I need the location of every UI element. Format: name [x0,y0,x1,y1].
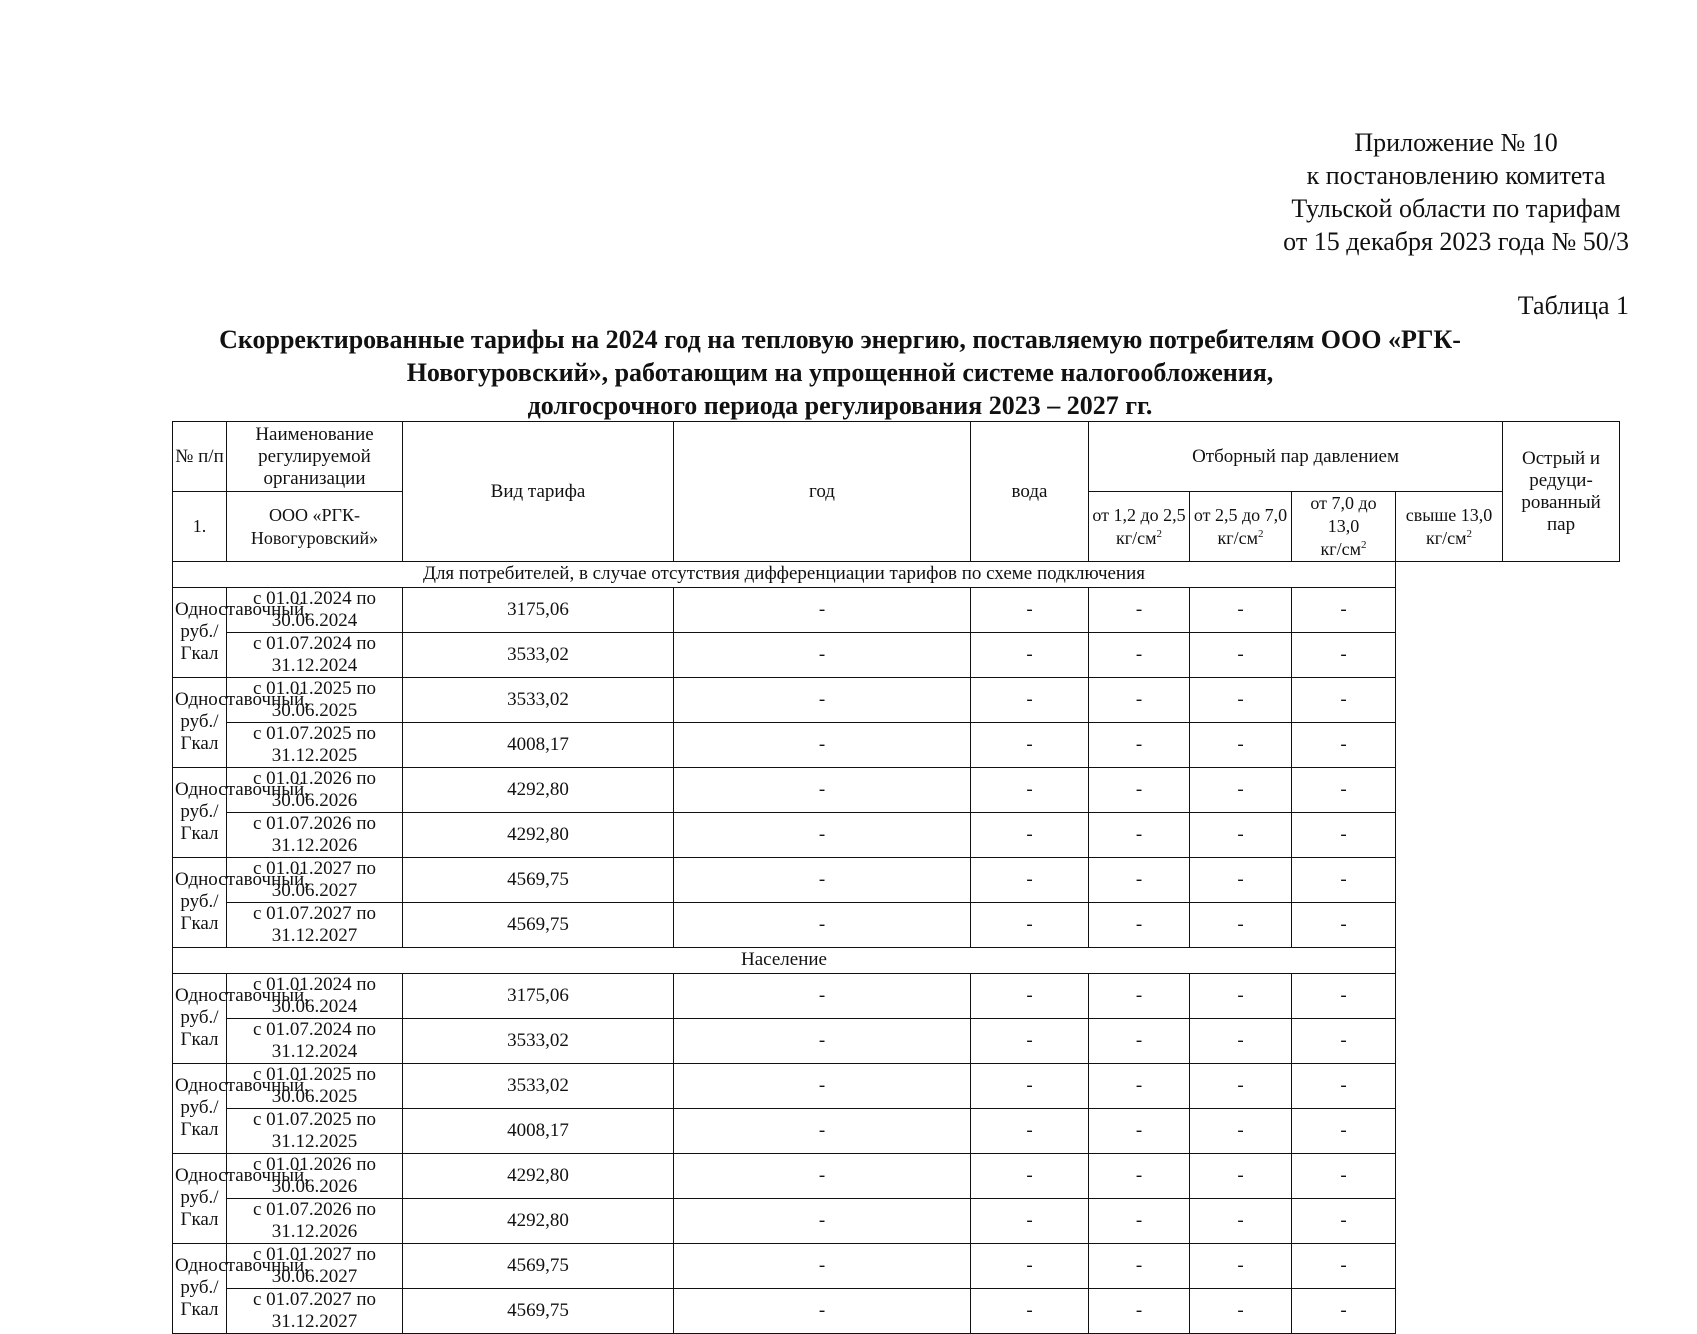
steam-4-cell: - [1190,1018,1292,1063]
table-row [173,722,1620,767]
steam-3-cell: - [1089,1018,1190,1063]
steam-1-cell: - [674,1018,971,1063]
tariff-type-cell: Одноставочный, руб./Гкал [173,767,227,857]
period-cell: с 01.01.2027 по 30.06.2027 [227,1243,403,1288]
steam-3-cell: - [1089,677,1190,722]
sharp-steam-cell: - [1292,1288,1396,1333]
steam-3-cell: - [1089,1108,1190,1153]
sharp-steam-cell: - [1292,587,1396,632]
sharp-steam-cell: - [1292,767,1396,812]
steam-1-cell: - [674,677,971,722]
steam-2-cell: - [971,973,1089,1018]
sharp-steam-cell: - [1292,632,1396,677]
table-row [173,1018,1620,1063]
steam-4-cell: - [1190,1243,1292,1288]
steam-range: от 2,5 до 7,0 [1193,504,1288,525]
steam-4-cell: - [1190,973,1292,1018]
period-cell: с 01.01.2024 по 30.06.2024 [227,973,403,1018]
steam-2-cell: - [971,1018,1089,1063]
steam-range: от 1,2 до 2,5 [1092,504,1186,525]
steam-4-cell: - [1190,722,1292,767]
period-cell: с 01.07.2025 по 31.12.2025 [227,722,403,767]
sharp-steam-cell: - [1292,857,1396,902]
sharp-steam-cell: - [1292,1153,1396,1198]
table-number: Таблица 1 [1517,291,1629,320]
steam-2-cell: - [971,1198,1089,1243]
section-row [173,947,1620,973]
row-number-cell: 1. [173,492,227,562]
header-steam-2 [1190,492,1292,562]
header-steam-1 [1089,492,1190,562]
steam-3-cell: - [1089,1153,1190,1198]
steam-1-cell: - [674,1153,971,1198]
unit-label: кг/см [1115,527,1157,548]
sharp-steam-cell: - [1292,1063,1396,1108]
steam-3-cell: - [1089,1063,1190,1108]
steam-1-cell: - [674,632,971,677]
water-cell: 3533,02 [403,1018,674,1063]
unit-label: кг/см [1320,539,1361,559]
water-cell: 4292,80 [403,812,674,857]
unit-label: кг/см [1217,527,1258,548]
steam-4-cell: - [1190,767,1292,812]
period-cell: с 01.07.2024 по 31.12.2024 [227,1018,403,1063]
period-cell: с 01.01.2024 по 30.06.2024 [227,587,403,632]
steam-2-cell: - [971,632,1089,677]
period-cell: с 01.01.2026 по 30.06.2026 [227,1153,403,1198]
tariff-type-cell: Одноставочный, руб./Гкал [173,587,227,677]
header-steam-group: Отборный пар давлением [1089,422,1503,492]
tariff-type-cell: Одноставочный, руб./Гкал [173,1063,227,1153]
steam-1-cell: - [674,1243,971,1288]
period-cell: с 01.01.2025 по 30.06.2025 [227,1063,403,1108]
tariff-type-cell: Одноставочный, руб./Гкал [173,1153,227,1243]
steam-range: свыше 13,0 [1405,504,1493,525]
sharp-steam-cell: - [1292,677,1396,722]
table-row [173,812,1620,857]
appendix-line: Приложение № 10 [1354,128,1558,157]
steam-2-cell: - [971,1108,1089,1153]
steam-2-cell: - [971,1063,1089,1108]
water-cell: 3175,06 [403,973,674,1018]
water-cell: 3533,02 [403,677,674,722]
period-cell: с 01.07.2027 по 31.12.2027 [227,1288,403,1333]
table-row [173,632,1620,677]
unit-label: кг/см [1426,527,1467,548]
water-cell: 3175,06 [403,587,674,632]
tariff-type-cell: Одноставочный, руб./Гкал [173,677,227,767]
steam-3-cell: - [1089,1243,1190,1288]
header-tariff-type: Вид тарифа [403,422,674,562]
water-cell: 4008,17 [403,1108,674,1153]
steam-4-cell: - [1190,632,1292,677]
title-line: Новогуровский», работающим на упрощенной системе налогообложения, [406,358,1274,387]
water-cell: 4292,80 [403,1198,674,1243]
header-water: вода [971,422,1089,562]
steam-2-cell: - [971,767,1089,812]
steam-1-cell: - [674,1108,971,1153]
water-cell: 3533,02 [403,632,674,677]
steam-2-cell: - [971,1288,1089,1333]
table-row [173,857,1620,902]
table-row [173,1108,1620,1153]
table-row [173,767,1620,812]
header-org: Наименование регулируемой организации [227,422,403,492]
water-cell: 4292,80 [403,767,674,812]
table-row [173,1153,1620,1198]
steam-3-cell: - [1089,902,1190,947]
steam-1-cell: - [674,1198,971,1243]
steam-3-cell: - [1089,632,1190,677]
section-row [173,562,1620,588]
steam-2-cell: - [971,1243,1089,1288]
header-year: год [674,422,971,562]
table-row [173,1288,1620,1333]
table-row [173,677,1620,722]
steam-3-cell: - [1089,857,1190,902]
steam-1-cell: - [674,722,971,767]
steam-3-cell: - [1089,1288,1190,1333]
table-row [173,902,1620,947]
tariff-table [172,421,1620,1334]
table-row [173,1198,1620,1243]
sharp-steam-cell: - [1292,1198,1396,1243]
steam-4-cell: - [1190,587,1292,632]
steam-1-cell: - [674,767,971,812]
steam-4-cell: - [1190,857,1292,902]
steam-2-cell: - [971,857,1089,902]
appendix-line: Тульской области по тарифам [1291,194,1621,223]
steam-4-cell: - [1190,902,1292,947]
water-cell: 3533,02 [403,1063,674,1108]
water-cell: 4569,75 [403,902,674,947]
steam-4-cell: - [1190,1063,1292,1108]
unit-power: 2 [1156,527,1162,540]
steam-4-cell: - [1190,1153,1292,1198]
steam-2-cell: - [971,1153,1089,1198]
period-cell: с 01.01.2025 по 30.06.2025 [227,677,403,722]
steam-3-cell: - [1089,767,1190,812]
steam-1-cell: - [674,587,971,632]
appendix-line: к постановлению комитета [1306,161,1606,190]
table-row [173,1063,1620,1108]
table-row [173,587,1620,632]
header-num: № п/п [173,422,227,492]
document-title [120,323,1560,422]
steam-1-cell: - [674,857,971,902]
water-cell: 4008,17 [403,722,674,767]
sharp-steam-cell: - [1292,973,1396,1018]
period-cell: с 01.07.2027 по 31.12.2027 [227,902,403,947]
appendix-block [1283,126,1629,258]
steam-2-cell: - [971,722,1089,767]
header-steam-3 [1292,492,1396,562]
steam-3-cell: - [1089,587,1190,632]
steam-4-cell: - [1190,812,1292,857]
title-line: Скорректированные тарифы на 2024 год на тепловую энергию, поставляемую потребителям ООО «РГК- [219,325,1461,354]
sharp-steam-cell: - [1292,812,1396,857]
steam-1-cell: - [674,902,971,947]
header-steam-4 [1396,492,1503,562]
period-cell: с 01.01.2026 по 30.06.2026 [227,767,403,812]
steam-2-cell: - [971,677,1089,722]
table-body [173,562,1620,1334]
section-label: Население [173,947,1396,973]
water-cell: 4569,75 [403,1288,674,1333]
water-cell: 4569,75 [403,1243,674,1288]
sharp-steam-cell: - [1292,902,1396,947]
section-label: Для потребителей, в случае отсутствия дифференциации тарифов по схеме подключения [173,562,1396,588]
steam-3-cell: - [1089,812,1190,857]
appendix-line: от 15 декабря 2023 года № 50/3 [1283,227,1629,256]
tariff-type-cell: Одноставочный, руб./Гкал [173,973,227,1063]
water-cell: 4292,80 [403,1153,674,1198]
period-cell: с 01.07.2025 по 31.12.2025 [227,1108,403,1153]
period-cell: с 01.07.2024 по 31.12.2024 [227,632,403,677]
period-cell: с 01.07.2026 по 31.12.2026 [227,1198,403,1243]
steam-2-cell: - [971,812,1089,857]
table-row [173,1243,1620,1288]
steam-1-cell: - [674,812,971,857]
steam-1-cell: - [674,973,971,1018]
water-cell: 4569,75 [403,857,674,902]
unit-power: 2 [1258,527,1264,540]
sharp-steam-cell: - [1292,1018,1396,1063]
title-line: долгосрочного периода регулирования 2023 – 2027 гг. [527,391,1153,420]
steam-3-cell: - [1089,973,1190,1018]
steam-4-cell: - [1190,677,1292,722]
tariff-type-cell: Одноставочный, руб./Гкал [173,857,227,947]
steam-3-cell: - [1089,1198,1190,1243]
period-cell: с 01.07.2026 по 31.12.2026 [227,812,403,857]
unit-power: 2 [1466,527,1473,540]
table-row [173,973,1620,1018]
steam-3-cell: - [1089,722,1190,767]
steam-1-cell: - [674,1288,971,1333]
period-cell: с 01.01.2027 по 30.06.2027 [227,857,403,902]
sharp-steam-cell: - [1292,1243,1396,1288]
tariff-type-cell: Одноставочный, руб./Гкал [173,1243,227,1333]
steam-2-cell: - [971,902,1089,947]
steam-4-cell: - [1190,1108,1292,1153]
sharp-steam-cell: - [1292,1108,1396,1153]
steam-4-cell: - [1190,1288,1292,1333]
unit-power: 2 [1361,539,1367,551]
sharp-steam-cell: - [1292,722,1396,767]
steam-1-cell: - [674,1063,971,1108]
steam-range: от 7,0 до 13,0 [1310,493,1377,536]
org-name-cell: ООО «РГК-Новогуровский» [227,492,403,562]
steam-2-cell: - [971,587,1089,632]
header-sharp-steam: Острый и редуци-рованный пар [1503,422,1620,562]
steam-4-cell: - [1190,1198,1292,1243]
